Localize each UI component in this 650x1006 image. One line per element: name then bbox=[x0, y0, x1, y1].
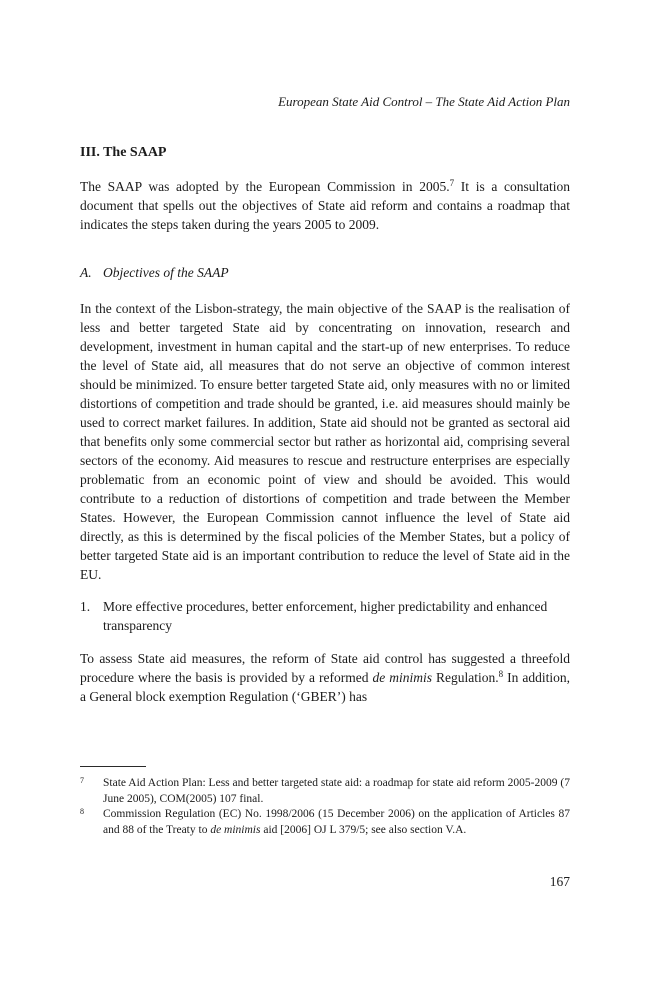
footnote-8-text bbox=[103, 807, 570, 838]
paragraph-intro bbox=[80, 177, 570, 234]
footnote-7-marker bbox=[80, 776, 103, 807]
footnote-8-marker bbox=[80, 807, 103, 838]
subsection-label: A. bbox=[80, 265, 92, 280]
numbered-heading-text: More effective procedures, better enforcement, higher predictability and enhanced transparency bbox=[103, 599, 548, 633]
footnote-8 bbox=[80, 807, 570, 838]
paragraph-procedures-text-2: Regulation. bbox=[431, 670, 499, 685]
footnote-7-number: 7 bbox=[80, 776, 84, 785]
footnote-7-text: State Aid Action Plan: Less and better targeted state aid: a roadmap for state aid reform 2005-2009 (7 June 2005), COM(2005) 107 final. bbox=[103, 777, 570, 805]
subsection-heading bbox=[80, 264, 570, 281]
numbered-heading bbox=[80, 597, 570, 635]
footnote-8-text-part2: aid [2006] OJ L 379/5; see also section V.A. bbox=[260, 823, 467, 836]
paragraph-intro-text-cont: It is a consultation document that spells out the objectives of State aid reform and contains a roadmap that indicates the steps taken during the years 2005 to 2009. bbox=[80, 179, 571, 232]
de-minimis-italic: de minimis bbox=[372, 670, 432, 685]
paragraph-objectives: In the context of the Lisbon-strategy, the main objective of the SAAP is the realisation of less and better targeted State aid by concentrating on innovation, research and development, investment in human capital and the start-up of new enterprises. To reduce the level of State aid, all measures that do not serve an objective of common interest should be minimized. To ensure better targeted State aid, only measures with no or limited distortions of competition and trade should be granted, i.e. aid measures should mainly be used to correct market failures. In addition, State aid should not be granted as sectoral aid that benefits only some commercial sector but rather as horizontal aid, comprising several sectors of the economy. Aid measures to rescue and restructure enterprises are especially problematic from an economic point of view and should be avoided. This would contribute to a reduction of distortions of competition and trade between the Member States. However, the European Commission cannot influence the level of State aid directly, as this is determined by the fiscal policies of the Member States, but a policy of better targeted State aid is an important contribution to reduce the level of State aid in the EU. bbox=[80, 301, 570, 582]
footnote-8-number: 8 bbox=[80, 807, 84, 816]
footnote-separator bbox=[80, 766, 146, 767]
running-header: European State Aid Control – The State Aid Action Plan bbox=[278, 94, 570, 109]
section-heading: III. The SAAP bbox=[80, 145, 167, 160]
footnote-ref-8: 8 bbox=[498, 669, 504, 679]
subsection-title: Objectives of the SAAP bbox=[103, 265, 229, 280]
paragraph-procedures bbox=[80, 649, 570, 706]
paragraph-procedures-text: To assess State aid measures, the reform of State aid control has suggested a threefold procedure where the basis is provided by a reformed bbox=[80, 651, 570, 685]
page-number: 167 bbox=[549, 874, 570, 889]
footnote-ref-7: 7 bbox=[449, 178, 455, 188]
footnote-8-de-minimis-italic: de minimis bbox=[210, 823, 261, 836]
paragraph-intro-text: The SAAP was adopted by the European Commission in 2005. bbox=[80, 179, 450, 194]
paragraph-procedures-text-3: In addition, a General block exemption Regulation (‘GBER’) has bbox=[80, 670, 570, 704]
footnote-8-text-part1: Commission Regulation (EC) No. 1998/2006 (15 December 2006) on the application of Articles 87 and 88 of the Treaty to bbox=[103, 808, 570, 836]
numbered-heading-number: 1. bbox=[80, 599, 91, 614]
footnote-7 bbox=[80, 776, 570, 807]
footnotes-section bbox=[80, 766, 570, 838]
